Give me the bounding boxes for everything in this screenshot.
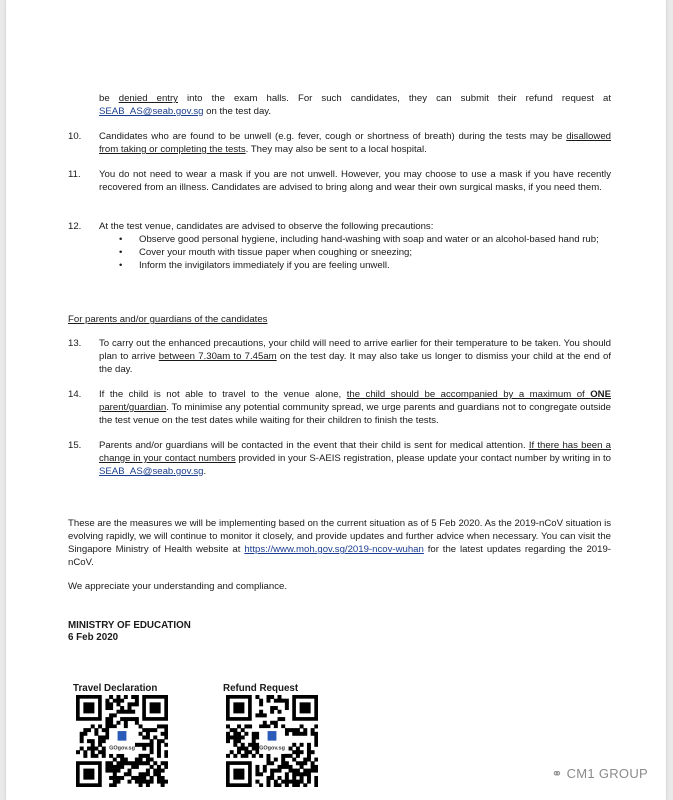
text: . To minimise any potential community spread, we urge parents and guardians not to congregate outside the test venue on the test dates while waiting for their children to finish the tests. (99, 402, 611, 426)
qr-pattern (76, 695, 168, 787)
text: for the latest updates regarding the 2019-nCoV. (68, 544, 611, 568)
refund-request-label: Refund Request (223, 683, 299, 694)
item-10 (68, 130, 611, 156)
wechat-icon: ⚭ (551, 766, 563, 781)
gogov-badge (109, 728, 135, 754)
item-9-continuation (99, 92, 611, 118)
precautions-list (99, 233, 611, 272)
underlined-text: parent/guardian (99, 402, 167, 413)
bold-underlined-text: ONE (590, 389, 611, 400)
ministry-name: MINISTRY OF EDUCATION (68, 620, 191, 631)
text: on the test day. It may also take us longer to dismiss your child at the end of the day. (99, 351, 611, 375)
list-item: • Inform the invigilators immediately if you are feeling unwell. (139, 259, 611, 272)
item-12 (68, 220, 611, 272)
watermark-text: CM1 GROUP (566, 766, 648, 781)
item-number: 15. (68, 440, 82, 451)
section-heading: For parents and/or guardians of the candidates (68, 314, 268, 325)
text: into the exam halls. For such candidates, they can submit their refund request at (177, 93, 612, 104)
qr-pattern (226, 695, 318, 787)
underlined-text: If there has been a change in your contact numbers (99, 440, 611, 464)
list-item: • Cover your mouth with tissue paper when coughing or sneezing; (139, 246, 611, 259)
text: If the child is not able to travel to the venue alone, (99, 389, 347, 400)
text: provided in your S-AEIS registration, please update your contact number by writing in to (235, 453, 611, 464)
signature-block (68, 620, 191, 644)
item-number: 11. (68, 169, 81, 180)
text: These are the measures we will be implementing based on the current situation as of 5 Feb 2020. As the 2019-nCoV situation is evolving rapidly, we will continue to monitor it closely, and provide updates and further advice when necessary. You can visit the Singapore Ministry of Health website at (68, 518, 611, 555)
text: . They may also be sent to a local hospital. (245, 144, 427, 155)
underlined-text: the child should be accompanied by a maximum of (346, 389, 591, 400)
item-number: 13. (68, 338, 82, 349)
item-11 (68, 168, 611, 194)
badge-text: GOgov.sg (109, 745, 135, 752)
item-text: At the test venue, candidates are advised to observe the following precautions: (99, 221, 434, 232)
item-number: 10. (68, 131, 82, 142)
underlined-text: between 7.30am to 7.45am (158, 351, 277, 362)
text: Candidates who are found to be unwell (e.g. fever, cough or shortness of breath) during the tests may be (99, 131, 567, 142)
refund-request-qr-code[interactable] (226, 695, 318, 787)
text: To carry out the enhanced precautions, your child will need to arrive earlier for their temperature to be taken. You should plan to arrive (99, 338, 611, 362)
text: be (99, 93, 119, 104)
document-page (6, 0, 666, 800)
item-number: 12. (68, 221, 82, 232)
item-13 (68, 337, 611, 376)
text: . (203, 466, 207, 477)
text: Parents and/or guardians will be contacted in the event that their child is sent for medical attention. (99, 440, 529, 451)
moh-website-link[interactable]: https://www.moh.gov.sg/2019-ncov-wuhan (244, 544, 424, 555)
gogov-badge (259, 728, 285, 754)
travel-declaration-label: Travel Declaration (73, 683, 158, 694)
item-number: 14. (68, 389, 82, 400)
item-14 (68, 388, 611, 427)
seab-email-link[interactable]: SEAB_AS@seab.gov.sg (99, 106, 204, 117)
watermark (551, 766, 648, 782)
travel-declaration-qr-code[interactable] (76, 695, 168, 787)
signature-date: 6 Feb 2020 (68, 632, 119, 643)
seab-email-link[interactable]: SEAB_AS@seab.gov.sg (99, 466, 204, 477)
appreciation-text: We appreciate your understanding and compliance. (68, 581, 288, 592)
closing-paragraph (68, 517, 611, 569)
badge-text: GOgov.sg (259, 745, 285, 752)
list-item: • Observe good personal hygiene, including hand-washing with soap and water or an alcohol-based hand rub; (139, 233, 611, 246)
item-15 (68, 439, 611, 478)
item-text: You do not need to wear a mask if you are not unwell. However, you may choose to use a mask if you have recently recovered from an illness. Candidates are advised to bring along and wear their own surgical masks, if you need them. (99, 169, 611, 193)
underlined-text: disallowed from taking or completing the tests (99, 131, 611, 155)
text: on the test day. (203, 106, 272, 117)
denied-entry-text: denied entry (118, 93, 178, 104)
